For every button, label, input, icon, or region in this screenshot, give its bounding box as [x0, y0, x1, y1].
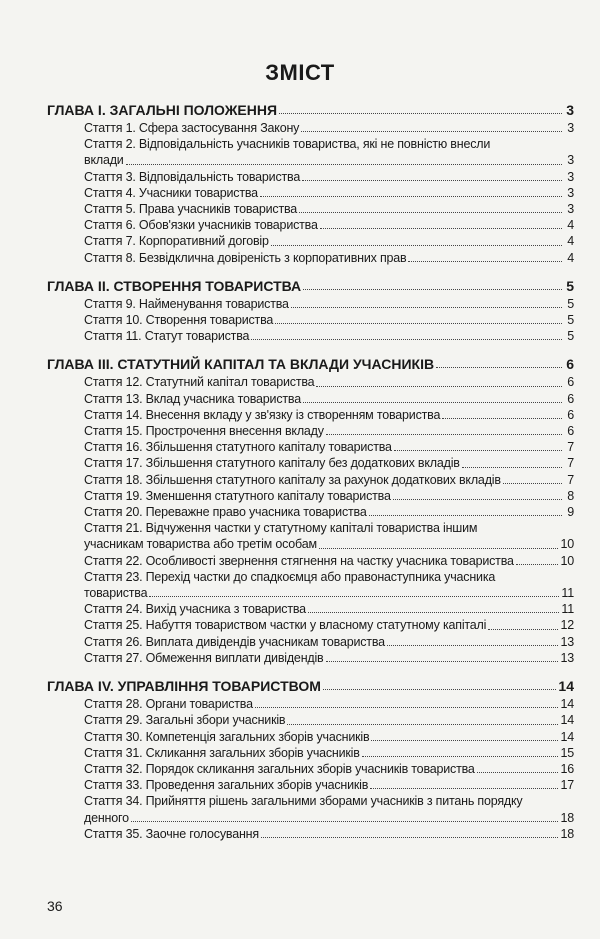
toc-entry-first-line: Стаття 2. Відповідальність учасників товариства, які не повністю внесли — [84, 137, 491, 152]
toc-page-number: 14 — [560, 713, 574, 728]
toc-entry-title: Стаття 32. Порядок скликання загальних зборів учасників товариства — [84, 761, 475, 776]
dot-leader — [291, 307, 562, 308]
toc-entry-first-line: Стаття 34. Прийняття рішень загальними зборами учасників з питань порядку — [84, 794, 523, 809]
toc-entry-title: ГЛАВА ІІ. СТВОРЕННЯ ТОВАРИСТВА — [47, 277, 302, 294]
toc-page-number: 11 — [561, 602, 574, 617]
toc-entry-title: Стаття 30. Компетенція загальних зборів учасників — [84, 729, 370, 744]
toc-entry-title: вклади — [84, 153, 124, 168]
toc-page-number: 12 — [560, 618, 574, 633]
toc-entry-title: Стаття 7. Корпоративний договір — [84, 234, 269, 249]
dot-leader — [488, 629, 558, 630]
toc-page-number: 16 — [560, 761, 574, 776]
dot-leader — [302, 180, 562, 181]
toc-chapter — [47, 98, 574, 118]
toc-entry-title: Стаття 16. Збільшення статутного капіталу товариства — [84, 440, 392, 455]
dot-leader — [126, 164, 562, 165]
toc-page-number: 14 — [560, 729, 574, 744]
toc-article — [47, 712, 574, 728]
dot-leader — [319, 548, 559, 549]
toc-page-number: 4 — [567, 218, 574, 233]
toc-chapter — [47, 274, 574, 294]
toc-page-number: 3 — [567, 121, 574, 135]
toc-entry-title: учасникам товариства або третім особам — [84, 537, 317, 552]
toc-page-number: 3 — [567, 202, 574, 217]
toc-page-number: 8 — [567, 488, 574, 503]
toc-page-number: 6 — [566, 356, 574, 373]
toc-article — [47, 407, 574, 423]
toc-page-number: 18 — [560, 810, 574, 825]
toc-entry-title: Стаття 5. Права учасників товариства — [84, 202, 298, 217]
toc-article — [47, 217, 574, 233]
dot-leader — [320, 228, 562, 229]
dot-leader — [308, 612, 560, 613]
toc-page-number: 6 — [567, 424, 574, 439]
toc-article — [47, 152, 574, 168]
toc-page-number: 7 — [567, 440, 574, 455]
toc-entry-title: товариства — [84, 586, 148, 601]
toc-page-number: 10 — [560, 537, 574, 552]
page-title: ЗМІСТ — [265, 60, 335, 85]
toc-entry-title: Стаття 25. Набуття товариством частки у власному статутному капіталі — [84, 618, 487, 633]
toc-page-number: 18 — [560, 826, 574, 841]
dot-leader — [303, 289, 562, 290]
toc-entry-title: Стаття 6. Обов'язки учасників товариства — [84, 218, 318, 233]
toc-article — [47, 233, 574, 249]
toc-article — [47, 745, 574, 761]
toc-page-number: 14 — [560, 697, 574, 712]
dot-leader — [323, 689, 556, 690]
toc-chapter — [47, 674, 574, 694]
dot-leader — [261, 837, 559, 838]
toc-entry-title: ГЛАВА ІІІ. СТАТУТНИЙ КАПІТАЛ ТА ВКЛАДИ УЧАСНИКІВ — [47, 356, 435, 373]
toc-entry-title: Стаття 29. Загальні збори учасників — [84, 713, 286, 728]
toc-page-number: 11 — [561, 586, 574, 601]
toc-entry-title: Стаття 1. Сфера застосування Закону — [84, 121, 300, 135]
toc-article — [47, 601, 574, 617]
toc-entry-title: Стаття 10. Створення товариства — [84, 313, 274, 328]
toc-entry-title: Стаття 28. Органи товариства — [84, 697, 253, 712]
toc-entry-title: Стаття 19. Зменшення статутного капіталу товариства — [84, 488, 391, 503]
dot-leader — [301, 131, 562, 132]
toc-entry-title: ГЛАВА І. ЗАГАЛЬНІ ПОЛОЖЕННЯ — [47, 102, 278, 118]
dot-leader — [149, 596, 559, 597]
toc-page-number: 9 — [567, 505, 574, 520]
toc-article — [47, 185, 574, 201]
dot-leader — [326, 661, 559, 662]
dot-leader — [131, 821, 559, 822]
toc-article — [47, 617, 574, 633]
toc-page-number: 7 — [567, 472, 574, 487]
toc-article — [47, 250, 574, 266]
toc-page-number: 13 — [560, 650, 574, 665]
toc-article — [47, 729, 574, 745]
toc-page-number: 5 — [567, 296, 574, 311]
toc-page-number: 6 — [567, 407, 574, 422]
toc-page-number: 15 — [560, 745, 574, 760]
toc-entry-first-line: Стаття 23. Перехід частки до спадкоємця або правонаступника учасника — [84, 569, 496, 584]
toc-page-number: 13 — [560, 634, 574, 649]
toc-chapter — [47, 352, 574, 372]
toc-entry-title: Стаття 13. Вклад учасника товариства — [84, 391, 301, 406]
toc-entry-title: ГЛАВА IV. УПРАВЛІННЯ ТОВАРИСТВОМ — [47, 678, 321, 695]
toc-article — [47, 488, 574, 504]
toc-entry-title: Стаття 27. Обмеження виплати дивідендів — [84, 650, 324, 665]
toc-entry-title: Стаття 8. Безвідклична довіреність з корпоративних прав — [84, 250, 407, 265]
toc-page-number: 7 — [567, 456, 574, 471]
table-of-contents — [47, 98, 574, 842]
dot-leader — [362, 756, 559, 757]
toc-article — [47, 634, 574, 650]
dot-leader — [369, 515, 562, 516]
toc-page-number: 5 — [567, 313, 574, 328]
toc-entry-title: Стаття 22. Особливості звернення стягнення на частку учасника товариства — [84, 553, 514, 568]
toc-entry-title: Стаття 12. Статутний капітал товариства — [84, 375, 315, 390]
toc-page-number: 3 — [567, 169, 574, 184]
dot-leader — [394, 450, 562, 451]
toc-page-number: 4 — [567, 250, 574, 265]
dot-leader — [260, 196, 562, 197]
toc-article — [47, 423, 574, 439]
toc-page-number: 5 — [567, 329, 574, 344]
dot-leader — [462, 467, 562, 468]
toc-article — [47, 296, 574, 312]
dot-leader — [371, 740, 558, 741]
toc-page-number: 5 — [566, 277, 574, 294]
toc-page-number: 6 — [567, 375, 574, 390]
toc-article — [47, 455, 574, 471]
dot-leader — [279, 113, 562, 114]
dot-leader — [370, 788, 558, 789]
toc-page-number: 14 — [558, 678, 574, 695]
dot-leader — [251, 339, 562, 340]
toc-entry-title: Стаття 9. Найменування товариства — [84, 296, 289, 311]
dot-leader — [255, 707, 559, 708]
dot-leader — [442, 418, 562, 419]
toc-entry-title: Стаття 18. Збільшення статутного капіталу за рахунок додаткових вкладів — [84, 472, 501, 487]
toc-article — [47, 439, 574, 455]
toc-entry-title: Стаття 35. Заочне голосування — [84, 826, 259, 841]
toc-article — [47, 696, 574, 712]
toc-page-number: 6 — [567, 391, 574, 406]
dot-leader — [287, 724, 558, 725]
toc-article — [47, 585, 574, 601]
dot-leader — [303, 402, 562, 403]
toc-article — [47, 472, 574, 488]
dot-leader — [316, 386, 562, 387]
toc-entry-title: денного — [84, 810, 129, 825]
toc-page-number: 4 — [567, 234, 574, 249]
toc-entry-title: Стаття 26. Виплата дивідендів учасникам товариства — [84, 634, 385, 649]
toc-entry-title: Стаття 15. Прострочення внесення вкладу — [84, 424, 324, 439]
toc-entry-first-line: Стаття 21. Відчуження частки у статутному капіталі товариства іншим — [84, 521, 478, 536]
toc-article — [47, 504, 574, 520]
toc-page-number: 3 — [566, 102, 574, 118]
toc-article — [47, 761, 574, 777]
toc-article — [47, 650, 574, 666]
toc-article — [47, 201, 574, 217]
toc-entry-title: Стаття 17. Збільшення статутного капіталу без додаткових вкладів — [84, 456, 460, 471]
toc-entry-title: Стаття 24. Вихід учасника з товариства — [84, 602, 306, 617]
toc-entry-title: Стаття 20. Переважне право учасника товариства — [84, 505, 367, 520]
toc-page-number: 10 — [560, 553, 574, 568]
toc-article — [47, 374, 574, 390]
toc-entry-title: Стаття 4. Учасники товариства — [84, 185, 258, 200]
toc-article — [47, 553, 574, 569]
toc-article — [47, 826, 574, 842]
dot-leader — [393, 499, 562, 500]
dot-leader — [516, 564, 559, 565]
toc-entry-title: Стаття 33. Проведення загальних зборів учасників — [84, 778, 369, 793]
dot-leader — [503, 483, 562, 484]
dot-leader — [299, 212, 562, 213]
toc-article — [47, 120, 574, 136]
dot-leader — [275, 323, 562, 324]
dot-leader — [326, 434, 562, 435]
toc-entry-title: Стаття 14. Внесення вкладу у зв'язку із створенням товариства — [84, 407, 441, 422]
toc-article — [47, 169, 574, 185]
dot-leader — [408, 261, 562, 262]
toc-page-number: 17 — [560, 778, 574, 793]
dot-leader — [271, 245, 562, 246]
toc-page-number: 3 — [567, 185, 574, 200]
toc-article — [47, 777, 574, 793]
toc-article — [47, 391, 574, 407]
toc-article — [47, 810, 574, 826]
toc-article — [47, 328, 574, 344]
toc-page-number: 3 — [567, 153, 574, 168]
dot-leader — [436, 367, 562, 368]
dot-leader — [387, 645, 559, 646]
page-number: 36 — [47, 898, 63, 914]
toc-article — [47, 312, 574, 328]
dot-leader — [477, 772, 559, 773]
toc-entry-title: Стаття 11. Статут товариства — [84, 329, 250, 344]
toc-entry-title: Стаття 31. Скликання загальних зборів учасників — [84, 745, 360, 760]
toc-article — [47, 536, 574, 552]
toc-entry-title: Стаття 3. Відповідальність товариства — [84, 169, 301, 184]
